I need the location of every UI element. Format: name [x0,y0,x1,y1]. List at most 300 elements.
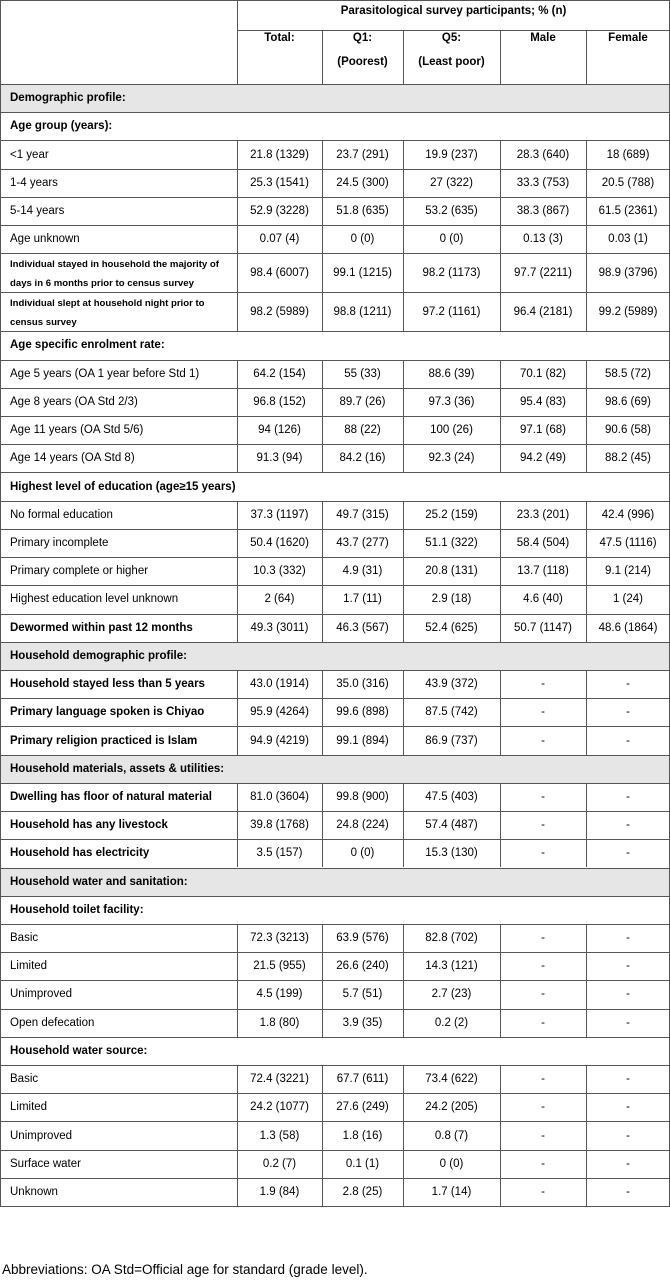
grid-line [586,388,587,416]
subsection-row [0,896,670,924]
grid-line [403,169,404,197]
value-cell: - [626,1073,630,1086]
row-label: Household stayed less than 5 years [10,678,205,691]
grid-line [403,1065,404,1093]
value-cell: 33.3 (753) [516,176,570,189]
value-cell: 37.3 (1197) [250,508,309,521]
value-cell: - [541,1157,545,1170]
grid-line [0,1009,670,1010]
grid-line [237,1178,238,1206]
grid-line [500,783,501,811]
grid-line [237,140,238,168]
table-row [0,811,670,839]
grid-line [500,444,501,472]
value-cell: 1.8 (80) [259,1016,300,1029]
row-label: Basic [10,1073,39,1086]
grid-line [322,1178,323,1206]
value-cell: - [626,706,630,719]
value-cell: 98.2 (5989) [250,305,309,318]
grid-line [403,529,404,557]
value-cell: 20.8 (131) [425,565,478,578]
value-cell: 39.8 (1768) [250,819,309,832]
grid-line [403,30,404,84]
value-cell: 21.5 (955) [253,960,306,973]
grid-line [403,388,404,416]
grid-line [500,839,501,867]
grid-line [322,253,323,292]
grid-line [0,585,670,586]
grid-line [237,980,238,1008]
row-label: No formal education [10,508,113,521]
grid-line [237,197,238,225]
grid-line [0,1037,670,1038]
grid-line [586,698,587,726]
grid-line [0,1150,670,1151]
value-cell: - [626,1157,630,1170]
value-cell: 61.5 (2361) [598,204,658,217]
grid-line [237,585,238,613]
grid-line [322,1009,323,1037]
table-row [0,225,670,253]
value-cell: 82.8 (702) [425,932,478,945]
value-cell: - [541,1016,545,1029]
value-cell: 10.3 (332) [253,565,306,578]
value-cell: 51.8 (635) [336,204,389,217]
value-cell: 5.7 (51) [342,988,383,1001]
grid-line [322,839,323,867]
grid-line [0,868,670,869]
table-row [0,839,670,867]
grid-line [237,924,238,952]
row-label: Age 5 years (OA 1 year before Std 1) [10,367,200,380]
grid-line [586,169,587,197]
grid-line [500,225,501,253]
grid-line [0,388,670,389]
value-cell: 0.07 (4) [259,233,300,246]
value-cell: 24.2 (205) [425,1101,478,1114]
value-cell: 24.2 (1077) [250,1101,309,1114]
grid-line [500,614,501,642]
grid-line [586,1121,587,1149]
table-row [0,726,670,754]
row-label: Household toilet facility: [10,903,144,916]
grid-line [322,726,323,754]
grid-line [322,30,323,84]
row-label: Dwelling has floor of natural material [10,790,212,803]
value-cell: - [626,1016,630,1029]
row-label: Household has electricity [10,847,150,860]
value-cell: - [626,1129,630,1142]
grid-line [322,557,323,585]
row-label: 5-14 years [10,204,65,217]
table-row [0,360,670,388]
grid-line [586,952,587,980]
value-cell: 98.8 (1211) [333,305,392,318]
grid-line [0,783,670,784]
grid-line [0,642,670,643]
value-cell: 1 (24) [612,593,644,606]
grid-line [0,472,670,473]
grid-line [0,726,670,727]
value-cell: 49.7 (315) [336,508,389,521]
row-label: Highest education level unknown [10,593,179,606]
value-cell: 94.9 (4219) [250,734,309,747]
value-cell: 1.3 (58) [259,1129,300,1142]
grid-line [500,1121,501,1149]
table-row [0,924,670,952]
value-cell: 94.2 (49) [519,452,567,465]
value-cell: 99.8 (900) [336,790,389,803]
grid-line [0,529,670,530]
grid-line [500,811,501,839]
row-label: Age 14 years (OA Std 8) [10,452,135,465]
grid-line [237,225,238,253]
row-label: Open defecation [10,1016,95,1029]
row-label: Age group (years): [10,120,113,133]
grid-line [322,1121,323,1149]
footnote: Abbreviations: OA Std=Official age for standard (grade level). [2,1262,368,1277]
value-cell: 86.9 (737) [425,734,478,747]
value-cell: 88.2 (45) [604,452,652,465]
grid-line [0,1178,670,1179]
grid-line [322,980,323,1008]
grid-line [322,614,323,642]
column-subheader: (Least poor) [418,56,485,68]
grid-line [237,614,238,642]
grid-line [0,924,670,925]
row-label: Unknown [10,1186,58,1199]
value-cell: - [541,790,545,803]
grid-line [237,557,238,585]
value-cell: - [626,1186,630,1199]
grid-line [0,1065,670,1066]
grid-line [586,225,587,253]
grid-line [403,1150,404,1178]
grid-line [586,924,587,952]
grid-line [403,140,404,168]
grid-line [322,783,323,811]
value-cell: 99.2 (5989) [598,305,658,318]
row-label: Individual stayed in household the majority of days in 6 months prior to census survey [10,259,219,290]
row-label: Unimproved [10,988,72,1001]
grid-line [586,783,587,811]
table-row [0,140,670,168]
value-cell: - [541,932,545,945]
table-row [0,416,670,444]
column-header: Female [608,32,648,44]
grid-line [322,225,323,253]
grid-line [586,501,587,529]
value-cell: 96.8 (152) [253,395,306,408]
row-label: Age specific enrolment rate: [10,339,165,352]
grid-line [322,292,323,331]
grid-line [403,292,404,331]
value-cell: 87.5 (742) [425,706,478,719]
grid-line [322,924,323,952]
grid-line [0,331,670,332]
value-cell: 98.6 (69) [604,395,652,408]
table-row [0,529,670,557]
table-row [0,1121,670,1149]
row-label: Surface water [10,1157,81,1170]
value-cell: 27 (322) [430,176,473,189]
grid-line [500,1150,501,1178]
value-cell: 18 (689) [606,148,650,161]
grid-line [0,197,670,198]
row-label: Basic [10,932,39,945]
table-row [0,1178,670,1206]
value-cell: - [541,960,545,973]
grid-line [237,0,238,84]
grid-line [322,360,323,388]
grid-line [586,614,587,642]
value-cell: - [626,960,630,973]
grid-line [500,416,501,444]
grid-line [322,585,323,613]
grid-line [500,388,501,416]
value-cell: 25.3 (1541) [250,176,309,189]
value-cell: 89.7 (26) [339,395,386,408]
value-cell: 25.2 (159) [425,508,478,521]
grid-line [237,670,238,698]
section-band-row [0,642,670,670]
grid-line [586,1150,587,1178]
grid-line [403,698,404,726]
value-cell: 43.9 (372) [425,678,478,691]
grid-line [500,292,501,331]
value-cell: 100 (26) [430,424,473,437]
section-band-row [0,84,670,112]
grid-line [237,1121,238,1149]
grid-line [403,416,404,444]
grid-line [403,811,404,839]
grid-line [586,1178,587,1206]
value-cell: 23.7 (291) [336,148,389,161]
grid-line [237,501,238,529]
grid-line [0,980,670,981]
grid-line [500,952,501,980]
value-cell: 26.6 (240) [336,960,389,973]
value-cell: 35.0 (316) [336,678,389,691]
grid-line [403,726,404,754]
subsection-row [0,1037,670,1065]
value-cell: 46.3 (567) [336,621,389,634]
value-cell: 97.1 (68) [519,424,567,437]
row-label: Demographic profile: [10,92,126,105]
grid-line [322,670,323,698]
value-cell: 4.9 (31) [342,565,383,578]
table-row [0,501,670,529]
grid-line [586,253,587,292]
table-row [0,1009,670,1037]
value-cell: 15.3 (130) [425,847,478,860]
grid-line [322,444,323,472]
value-cell: 0 (0) [439,1157,464,1170]
value-cell: 24.8 (224) [336,819,389,832]
value-cell: - [626,678,630,691]
grid-line [237,952,238,980]
grid-line [403,783,404,811]
grid-line [586,811,587,839]
value-cell: 96.4 (2181) [513,305,573,318]
value-cell: - [541,1073,545,1086]
grid-line [0,1121,670,1122]
value-cell: 24.5 (300) [336,176,389,189]
grid-line [0,501,670,502]
value-cell: 57.4 (487) [425,819,478,832]
grid-line [0,416,670,417]
grid-line [586,292,587,331]
value-cell: 43.0 (1914) [250,678,309,691]
table-row [0,585,670,613]
value-cell: 67.7 (611) [336,1073,389,1086]
grid-line [403,197,404,225]
row-label: Household water and sanitation: [10,875,188,888]
value-cell: 0.2 (2) [434,1016,469,1029]
value-cell: 73.4 (622) [425,1073,478,1086]
grid-line [586,529,587,557]
value-cell: 21.8 (1329) [250,148,309,161]
value-cell: 28.3 (640) [516,148,570,161]
table-row [0,670,670,698]
value-cell: 4.5 (199) [256,988,303,1001]
value-cell: 88 (22) [344,424,381,437]
grid-line [322,529,323,557]
grid-line [586,416,587,444]
value-cell: 97.7 (2211) [514,266,572,279]
grid-line [322,416,323,444]
grid-line [586,980,587,1008]
grid-line [322,1093,323,1121]
value-cell: 47.5 (403) [425,790,478,803]
value-cell: 1.9 (84) [259,1186,300,1199]
grid-line [237,30,670,31]
grid-line [237,698,238,726]
value-cell: - [541,1186,545,1199]
grid-line [0,292,670,293]
grid-line [237,169,238,197]
value-cell: 98.4 (6007) [250,266,309,279]
row-label: Household water source: [10,1044,148,1057]
grid-line [403,1093,404,1121]
value-cell: 13.7 (118) [517,565,569,578]
grid-line [500,253,501,292]
value-cell: 27.6 (249) [336,1101,389,1114]
grid-line [403,444,404,472]
grid-line [0,839,670,840]
value-cell: 64.2 (154) [253,367,306,380]
table-row [0,557,670,585]
grid-line [0,360,670,361]
grid-line [0,253,670,254]
grid-line [403,952,404,980]
grid-line [322,388,323,416]
grid-line [586,1065,587,1093]
value-cell: 0.2 (7) [262,1157,297,1170]
value-cell: - [541,847,545,860]
value-cell: 88.6 (39) [428,367,475,380]
value-cell: 9.1 (214) [604,565,652,578]
table-row [0,253,670,292]
grid-line [586,839,587,867]
grid-line [500,924,501,952]
grid-line [586,670,587,698]
row-label: Household materials, assets & utilities: [10,762,225,775]
grid-line [322,140,323,168]
grid-line [0,112,670,113]
row-label: Unimproved [10,1129,72,1142]
grid-line [237,1065,238,1093]
grid-line [0,896,670,897]
value-cell: 98.9 (3796) [598,266,658,279]
grid-line [403,360,404,388]
grid-line [322,169,323,197]
grid-line [237,416,238,444]
value-cell: 90.6 (58) [604,424,652,437]
grid-line [237,1150,238,1178]
grid-line [237,783,238,811]
value-cell: - [626,847,630,860]
grid-line [237,839,238,867]
value-cell: - [541,988,545,1001]
grid-line [237,388,238,416]
value-cell: - [626,734,630,747]
value-cell: - [626,988,630,1001]
grid-line [0,614,670,615]
value-cell: 50.7 (1147) [514,621,572,634]
table-row [0,444,670,472]
grid-line [403,670,404,698]
grid-line [403,585,404,613]
table-row [0,197,670,225]
grid-line [237,1093,238,1121]
value-cell: - [626,932,630,945]
grid-line [586,1093,587,1121]
value-cell: 43.7 (277) [336,536,389,549]
grid-line [237,444,238,472]
row-label: Age 11 years (OA Std 5/6) [10,424,144,437]
column-header: Male [530,32,556,44]
grid-line [586,197,587,225]
grid-line [322,501,323,529]
value-cell: 49.3 (3011) [250,621,309,634]
grid-line [0,140,670,141]
grid-line [322,1150,323,1178]
row-label: Age unknown [10,233,80,246]
row-label: Dewormed within past 12 months [10,621,193,634]
value-cell: 91.3 (94) [256,452,303,465]
grid-line [500,698,501,726]
row-label: Age 8 years (OA Std 2/3) [10,395,138,408]
value-cell: 1.8 (16) [342,1129,383,1142]
value-cell: 70.1 (82) [519,367,567,380]
grid-line [237,1009,238,1037]
grid-line [586,30,587,84]
row-label: Individual slept at household night prior to census survey [10,298,205,329]
row-label: Primary incomplete [10,536,109,549]
value-cell: 0 (0) [350,847,375,860]
value-cell: 99.1 (1215) [333,266,392,279]
grid-line [0,1206,670,1207]
group-title: Parasitological survey participants; % (n) [340,5,567,17]
value-cell: 1.7 (11) [343,593,382,606]
table-row [0,783,670,811]
value-cell: - [541,819,545,832]
section-band-row [0,868,670,896]
value-cell: - [541,678,545,691]
value-cell: 23.3 (201) [516,508,570,521]
table-row [0,292,670,331]
